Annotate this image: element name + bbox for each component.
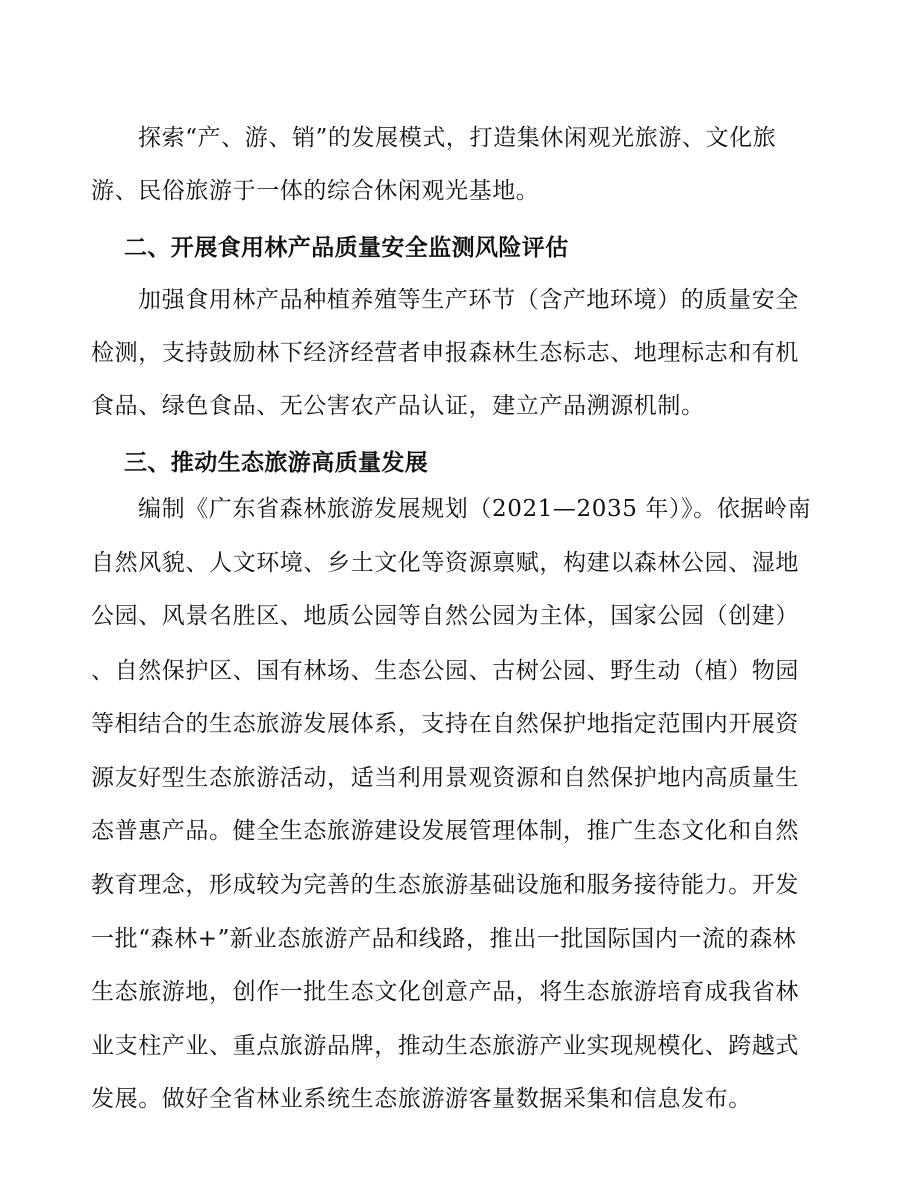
paragraph-line: 等相结合的生态旅游发展体系，支持在自然保护地指定范围内开展资 (91, 711, 799, 737)
paragraph-line: 源友好型生态旅游活动，适当利用景观资源和自然保护地内高质量生 (91, 765, 799, 791)
paragraph-line: 一批“森林+”新业态旅游产品和线路，推出一批国际国内一流的森林 (91, 926, 797, 952)
paragraph-line: 检测，支持鼓励林下经济经营者申报森林生态标志、地理标志和有机 (91, 340, 799, 366)
paragraph-line: 游、民俗旅游于一体的综合休闲观光基地。 (91, 178, 540, 204)
paragraph-line: 食品、绿色食品、无公害农产品认证，建立产品溯源机制。 (91, 393, 705, 419)
paragraph-line: 、自然保护区、国有林场、生态公园、古树公园、野生动（植）物园 (91, 658, 799, 684)
paragraph-line: 生态旅游地，创作一批生态文化创意产品，将生态旅游培育成我省林 (91, 979, 799, 1005)
paragraph-line: 编制《广东省森林旅游发展规划（2021—2035 年）》。依据岭南 (138, 496, 812, 522)
paragraph-line: 发展。做好全省林业系统生态旅游游客量数据采集和信息发布。 (91, 1086, 752, 1112)
section-heading: 二、开展食用林产品质量安全监测风险评估 (124, 235, 569, 261)
paragraph-line: 业支柱产业、重点旅游品牌，推动生态旅游产业实现规模化、跨越式 (91, 1033, 799, 1059)
paragraph-line: 公园、风景名胜区、地质公园等自然公园为主体，国家公园（创建） (91, 603, 799, 629)
paragraph-line: 探索“产、游、销”的发展模式，打造集休闲观光旅游、文化旅 (138, 125, 777, 151)
section-heading: 三、推动生态旅游高质量发展 (124, 450, 429, 476)
paragraph-line: 加强食用林产品种植养殖等生产环节（含产地环境）的质量安全 (138, 287, 799, 313)
paragraph-line: 态普惠产品。健全生态旅游建设发展管理体制，推广生态文化和自然 (91, 818, 799, 844)
paragraph-line: 教育理念，形成较为完善的生态旅游基础设施和服务接待能力。开发 (91, 872, 799, 898)
paragraph-line: 自然风貌、人文环境、乡土文化等资源禀赋，构建以森林公园、湿地 (91, 550, 799, 576)
